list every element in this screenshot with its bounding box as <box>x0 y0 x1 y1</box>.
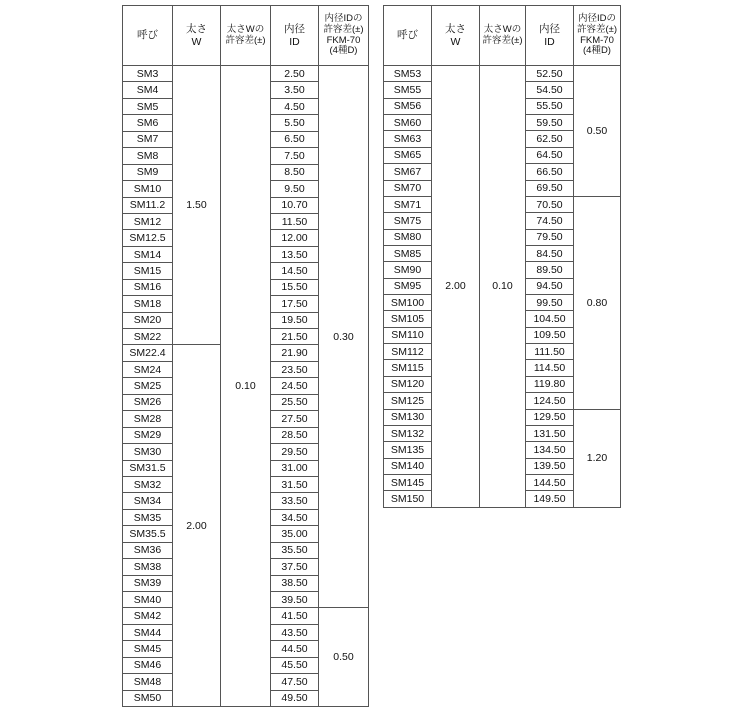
size-name-cell: SM120 <box>384 376 432 392</box>
inner-diameter-cell: 17.50 <box>271 296 319 312</box>
header-width-tolerance: 太さWの 許容差(±) <box>221 6 271 66</box>
inner-diameter-cell: 31.00 <box>271 460 319 476</box>
size-name-cell: SM6 <box>123 115 173 131</box>
inner-diameter-cell: 134.50 <box>526 442 574 458</box>
inner-diameter-cell: 52.50 <box>526 66 574 82</box>
inner-diameter-cell: 45.50 <box>271 657 319 673</box>
size-name-cell: SM18 <box>123 296 173 312</box>
size-name-cell: SM12 <box>123 213 173 229</box>
header-name: 呼び <box>123 6 173 66</box>
header-row <box>123 6 369 66</box>
right-spec-table <box>383 5 621 508</box>
inner-diameter-cell: 79.50 <box>526 229 574 245</box>
header-width: 太さ W <box>432 6 480 66</box>
inner-diameter-cell: 131.50 <box>526 425 574 441</box>
size-name-cell: SM9 <box>123 164 173 180</box>
size-name-cell: SM105 <box>384 311 432 327</box>
inner-diameter-cell: 55.50 <box>526 98 574 114</box>
size-name-cell: SM15 <box>123 263 173 279</box>
inner-diameter-cell: 34.50 <box>271 509 319 525</box>
id-tolerance-cell: 1.20 <box>574 409 621 507</box>
size-name-cell: SM11.2 <box>123 197 173 213</box>
size-name-cell: SM8 <box>123 148 173 164</box>
inner-diameter-cell: 99.50 <box>526 295 574 311</box>
size-name-cell: SM38 <box>123 559 173 575</box>
size-name-cell: SM85 <box>384 245 432 261</box>
width-tolerance-cell: 0.10 <box>480 66 526 508</box>
inner-diameter-cell: 14.50 <box>271 263 319 279</box>
size-name-cell: SM26 <box>123 394 173 410</box>
inner-diameter-cell: 64.50 <box>526 147 574 163</box>
header-name: 呼び <box>384 6 432 66</box>
header-inner-diameter: 内径 ID <box>271 6 319 66</box>
header-width: 太さ W <box>173 6 221 66</box>
inner-diameter-cell: 62.50 <box>526 131 574 147</box>
inner-diameter-cell: 12.00 <box>271 230 319 246</box>
inner-diameter-cell: 41.50 <box>271 608 319 624</box>
size-name-cell: SM65 <box>384 147 432 163</box>
width-cell: 2.00 <box>173 345 221 707</box>
id-tolerance-cell: 0.80 <box>574 196 621 409</box>
size-name-cell: SM20 <box>123 312 173 328</box>
inner-diameter-cell: 39.50 <box>271 592 319 608</box>
size-name-cell: SM32 <box>123 476 173 492</box>
size-name-cell: SM67 <box>384 164 432 180</box>
inner-diameter-cell: 69.50 <box>526 180 574 196</box>
inner-diameter-cell: 84.50 <box>526 245 574 261</box>
id-tolerance-cell: 0.50 <box>574 66 621 197</box>
inner-diameter-cell: 109.50 <box>526 327 574 343</box>
header-id-tolerance: 内径IDの 許容差(±) FKM-70 (4種D) <box>574 6 621 66</box>
inner-diameter-cell: 104.50 <box>526 311 574 327</box>
inner-diameter-cell: 19.50 <box>271 312 319 328</box>
inner-diameter-cell: 37.50 <box>271 559 319 575</box>
inner-diameter-cell: 119.80 <box>526 376 574 392</box>
inner-diameter-cell: 35.50 <box>271 542 319 558</box>
size-name-cell: SM53 <box>384 66 432 82</box>
size-name-cell: SM46 <box>123 657 173 673</box>
size-name-cell: SM30 <box>123 444 173 460</box>
inner-diameter-cell: 27.50 <box>271 411 319 427</box>
inner-diameter-cell: 59.50 <box>526 115 574 131</box>
size-name-cell: SM71 <box>384 196 432 212</box>
size-name-cell: SM145 <box>384 474 432 490</box>
size-name-cell: SM44 <box>123 624 173 640</box>
inner-diameter-cell: 47.50 <box>271 674 319 690</box>
size-name-cell: SM4 <box>123 82 173 98</box>
size-name-cell: SM56 <box>384 98 432 114</box>
inner-diameter-cell: 35.00 <box>271 526 319 542</box>
size-name-cell: SM110 <box>384 327 432 343</box>
size-name-cell: SM95 <box>384 278 432 294</box>
width-cell: 2.00 <box>432 66 480 508</box>
inner-diameter-cell: 43.50 <box>271 624 319 640</box>
inner-diameter-cell: 124.50 <box>526 393 574 409</box>
size-name-cell: SM12.5 <box>123 230 173 246</box>
inner-diameter-cell: 33.50 <box>271 493 319 509</box>
inner-diameter-cell: 21.90 <box>271 345 319 361</box>
id-tolerance-cell: 0.50 <box>319 608 369 707</box>
size-name-cell: SM130 <box>384 409 432 425</box>
size-name-cell: SM140 <box>384 458 432 474</box>
inner-diameter-cell: 31.50 <box>271 476 319 492</box>
inner-diameter-cell: 66.50 <box>526 164 574 180</box>
size-name-cell: SM34 <box>123 493 173 509</box>
inner-diameter-cell: 54.50 <box>526 82 574 98</box>
header-inner-diameter: 内径 ID <box>526 6 574 66</box>
size-name-cell: SM100 <box>384 295 432 311</box>
size-name-cell: SM35.5 <box>123 526 173 542</box>
size-name-cell: SM42 <box>123 608 173 624</box>
inner-diameter-cell: 25.50 <box>271 394 319 410</box>
inner-diameter-cell: 44.50 <box>271 641 319 657</box>
size-name-cell: SM39 <box>123 575 173 591</box>
size-name-cell: SM22 <box>123 329 173 345</box>
size-name-cell: SM132 <box>384 425 432 441</box>
inner-diameter-cell: 13.50 <box>271 246 319 262</box>
size-name-cell: SM75 <box>384 213 432 229</box>
size-name-cell: SM10 <box>123 181 173 197</box>
size-name-cell: SM135 <box>384 442 432 458</box>
inner-diameter-cell: 24.50 <box>271 378 319 394</box>
inner-diameter-cell: 6.50 <box>271 131 319 147</box>
inner-diameter-cell: 149.50 <box>526 491 574 507</box>
inner-diameter-cell: 28.50 <box>271 427 319 443</box>
size-name-cell: SM60 <box>384 115 432 131</box>
inner-diameter-cell: 49.50 <box>271 690 319 706</box>
inner-diameter-cell: 4.50 <box>271 98 319 114</box>
table-row <box>384 66 621 82</box>
inner-diameter-cell: 139.50 <box>526 458 574 474</box>
header-id-tolerance: 内径IDの 許容差(±) FKM-70 (4種D) <box>319 6 369 66</box>
size-name-cell: SM16 <box>123 279 173 295</box>
size-name-cell: SM24 <box>123 361 173 377</box>
inner-diameter-cell: 2.50 <box>271 66 319 82</box>
inner-diameter-cell: 111.50 <box>526 344 574 360</box>
size-name-cell: SM25 <box>123 378 173 394</box>
width-tolerance-cell: 0.10 <box>221 66 271 707</box>
size-name-cell: SM125 <box>384 393 432 409</box>
inner-diameter-cell: 3.50 <box>271 82 319 98</box>
inner-diameter-cell: 38.50 <box>271 575 319 591</box>
size-name-cell: SM35 <box>123 509 173 525</box>
inner-diameter-cell: 23.50 <box>271 361 319 377</box>
id-tolerance-cell: 0.30 <box>319 66 369 608</box>
inner-diameter-cell: 15.50 <box>271 279 319 295</box>
inner-diameter-cell: 10.70 <box>271 197 319 213</box>
size-name-cell: SM28 <box>123 411 173 427</box>
inner-diameter-cell: 5.50 <box>271 115 319 131</box>
size-name-cell: SM22.4 <box>123 345 173 361</box>
size-name-cell: SM150 <box>384 491 432 507</box>
inner-diameter-cell: 129.50 <box>526 409 574 425</box>
header-width-tolerance: 太さWの 許容差(±) <box>480 6 526 66</box>
size-name-cell: SM36 <box>123 542 173 558</box>
inner-diameter-cell: 114.50 <box>526 360 574 376</box>
size-name-cell: SM3 <box>123 66 173 82</box>
size-name-cell: SM45 <box>123 641 173 657</box>
inner-diameter-cell: 7.50 <box>271 148 319 164</box>
inner-diameter-cell: 8.50 <box>271 164 319 180</box>
inner-diameter-cell: 94.50 <box>526 278 574 294</box>
inner-diameter-cell: 70.50 <box>526 196 574 212</box>
size-name-cell: SM7 <box>123 131 173 147</box>
left-spec-table <box>122 5 369 707</box>
size-name-cell: SM50 <box>123 690 173 706</box>
size-name-cell: SM14 <box>123 246 173 262</box>
size-name-cell: SM112 <box>384 344 432 360</box>
size-name-cell: SM90 <box>384 262 432 278</box>
size-name-cell: SM40 <box>123 592 173 608</box>
inner-diameter-cell: 89.50 <box>526 262 574 278</box>
header-row <box>384 6 621 66</box>
size-name-cell: SM29 <box>123 427 173 443</box>
size-name-cell: SM48 <box>123 674 173 690</box>
table-row <box>123 66 369 82</box>
size-name-cell: SM80 <box>384 229 432 245</box>
size-name-cell: SM5 <box>123 98 173 114</box>
size-name-cell: SM63 <box>384 131 432 147</box>
inner-diameter-cell: 9.50 <box>271 181 319 197</box>
size-name-cell: SM115 <box>384 360 432 376</box>
inner-diameter-cell: 29.50 <box>271 444 319 460</box>
inner-diameter-cell: 74.50 <box>526 213 574 229</box>
inner-diameter-cell: 11.50 <box>271 213 319 229</box>
size-name-cell: SM70 <box>384 180 432 196</box>
size-name-cell: SM31.5 <box>123 460 173 476</box>
inner-diameter-cell: 144.50 <box>526 474 574 490</box>
width-cell: 1.50 <box>173 66 221 345</box>
inner-diameter-cell: 21.50 <box>271 329 319 345</box>
size-name-cell: SM55 <box>384 82 432 98</box>
